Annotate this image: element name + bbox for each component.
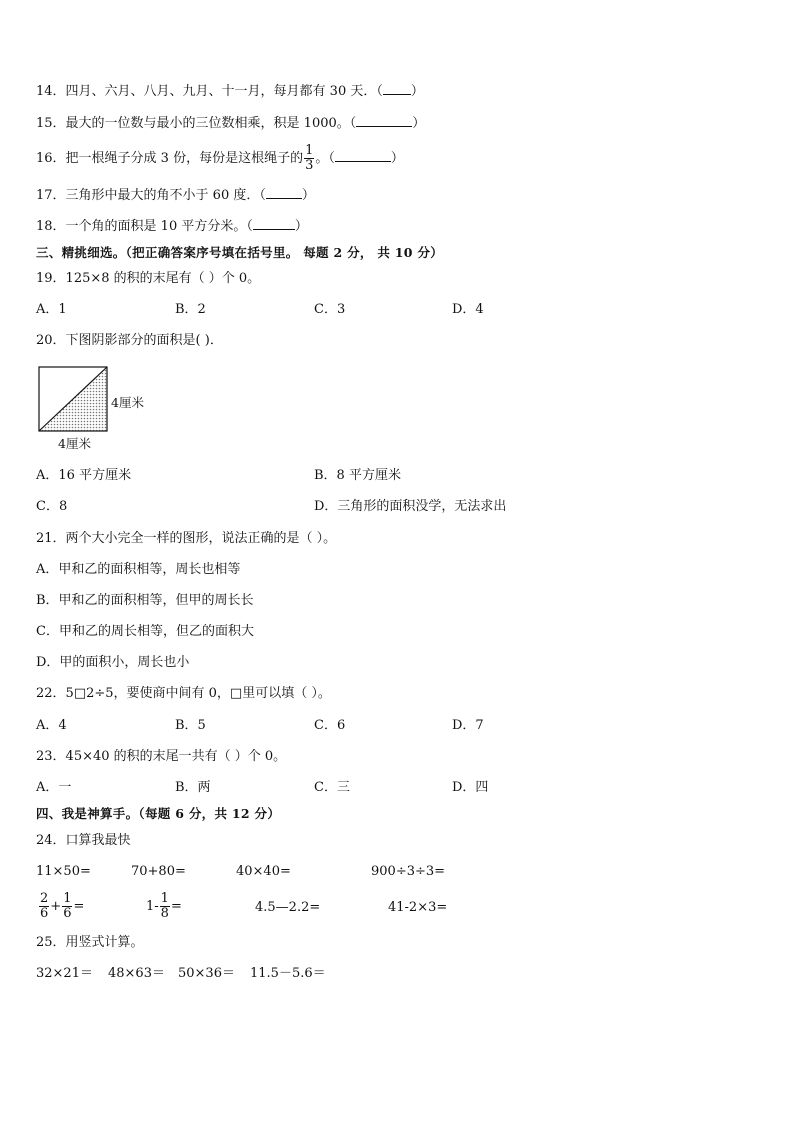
fraction-numerator: 2 [40, 891, 49, 906]
question-19: 19．125×8 的积的末尾有（ ）个 0。 [36, 271, 261, 286]
question-21: 21．两个大小完全一样的图形，说法正确的是（ ）。 [36, 531, 337, 546]
fraction-one-third [304, 144, 314, 173]
fraction-denominator: 3 [305, 158, 314, 173]
q19-option-d[interactable]: D．4 [452, 302, 484, 317]
question-20: 20．下图阴影部分的面积是( )． [36, 333, 223, 348]
question-23: 23．45×40 的积的末尾一共有（ ）个 0。 [36, 749, 287, 764]
fraction-denominator: 6 [63, 906, 72, 921]
bottom-length-label: 4厘米 [58, 436, 91, 451]
question-17 [36, 186, 315, 205]
question-15 [36, 114, 425, 133]
q23-option-d[interactable]: D．四 [452, 780, 489, 795]
question-14-text: 14．四月、六月、八月、九月、十一月，每月都有 30 天．（ [36, 84, 383, 99]
answer-blank[interactable] [253, 217, 295, 230]
answer-blank[interactable] [266, 186, 302, 199]
vertical-calc-4: 11.5－5.6＝ [250, 966, 326, 981]
side-length-label: 4厘米 [111, 395, 144, 410]
q23-option-b[interactable]: B．两 [175, 780, 211, 795]
question-18 [36, 217, 308, 236]
fraction-two-sixths [39, 892, 49, 921]
question-16-text: 16．把一根绳子分成 3 份，每份是这根绳子的 [36, 151, 304, 166]
q21-option-b[interactable]: B．甲和乙的面积相等，但甲的周长长 [36, 593, 254, 608]
question-14 [36, 82, 424, 101]
answer-blank[interactable] [335, 149, 391, 162]
fraction-numerator: 1 [305, 143, 314, 158]
fraction-denominator: 8 [160, 906, 169, 921]
q20-option-c[interactable]: C．8 [36, 499, 68, 514]
plus-sign: + [50, 899, 62, 914]
q20-option-b[interactable]: B．8 平方厘米 [314, 468, 401, 483]
vertical-calc-2: 48×63＝ [108, 966, 165, 981]
q19-option-a[interactable]: A．1 [36, 302, 67, 317]
answer-blank[interactable] [356, 114, 412, 127]
equals-sign: = [170, 899, 182, 914]
fraction-numerator: 1 [160, 891, 169, 906]
question-25: 25．用竖式计算。 [36, 935, 144, 950]
mental-math-fraction-2 [146, 890, 182, 924]
fraction-one-sixth [62, 892, 72, 921]
question-16 [36, 144, 404, 174]
question-22: 22．5□2÷5，要使商中间有 0，□里可以填（ ）。 [36, 686, 331, 701]
q23-option-a[interactable]: A．一 [36, 780, 72, 795]
q23-option-c[interactable]: C．三 [314, 780, 350, 795]
vertical-calc-1: 32×21＝ [36, 966, 93, 981]
question-16-tail: 。（ [315, 151, 335, 166]
mental-math-decimal: 4.5—2.2= [255, 900, 321, 915]
equals-sign: = [73, 899, 85, 914]
q22-option-a[interactable]: A．4 [36, 718, 67, 733]
fraction-numerator: 1 [63, 891, 72, 906]
bracket-close: ） [390, 151, 404, 166]
mental-math-3: 40×40= [236, 864, 291, 879]
q20-option-a[interactable]: A．16 平方厘米 [36, 468, 132, 483]
q21-option-d[interactable]: D．甲的面积小，周长也小 [36, 655, 190, 670]
q19-option-b[interactable]: B．2 [175, 302, 206, 317]
mental-math-2: 70+80= [131, 864, 186, 879]
q19-option-c[interactable]: C．3 [314, 302, 346, 317]
mental-math-fraction-1 [38, 890, 84, 924]
bracket-close: ） [294, 219, 308, 234]
answer-blank[interactable] [383, 82, 411, 95]
question-24: 24．口算我最快 [36, 833, 131, 848]
q22-option-b[interactable]: B．5 [175, 718, 206, 733]
vertical-calc-3: 50×36＝ [178, 966, 235, 981]
q22-option-c[interactable]: C．6 [314, 718, 346, 733]
q20-option-d[interactable]: D．三角形的面积没学，无法求出 [314, 499, 507, 514]
shaded-square-figure [38, 366, 110, 432]
bracket-close: ） [412, 116, 426, 131]
fraction-one-eighth [160, 892, 170, 921]
question-17-text: 17．三角形中最大的角不小于 60 度．（ [36, 188, 266, 203]
question-18-text: 18．一个角的面积是 10 平方分米。（ [36, 219, 253, 234]
q21-option-c[interactable]: C．甲和乙的周长相等，但乙的面积大 [36, 624, 254, 639]
mental-math-mixed: 41-2×3= [388, 900, 448, 915]
mental-math-1: 11×50= [36, 864, 91, 879]
q22-option-d[interactable]: D．7 [452, 718, 484, 733]
fraction-denominator: 6 [40, 906, 49, 921]
bracket-close: ） [301, 188, 315, 203]
expression-prefix: 1- [146, 899, 159, 914]
q21-option-a[interactable]: A．甲和乙的面积相等，周长也相等 [36, 562, 241, 577]
section-4-heading: 四、我是神算手。（每题 6 分，共 12 分） [36, 806, 281, 821]
mental-math-4: 900÷3÷3= [371, 864, 446, 879]
section-3-heading: 三、精挑细选。（把正确答案序号填在括号里。 每题 2 分， 共 10 分） [36, 245, 444, 260]
bracket-close: ） [410, 84, 424, 99]
question-15-text: 15．最大的一位数与最小的三位数相乘，积是 1000。（ [36, 116, 357, 131]
